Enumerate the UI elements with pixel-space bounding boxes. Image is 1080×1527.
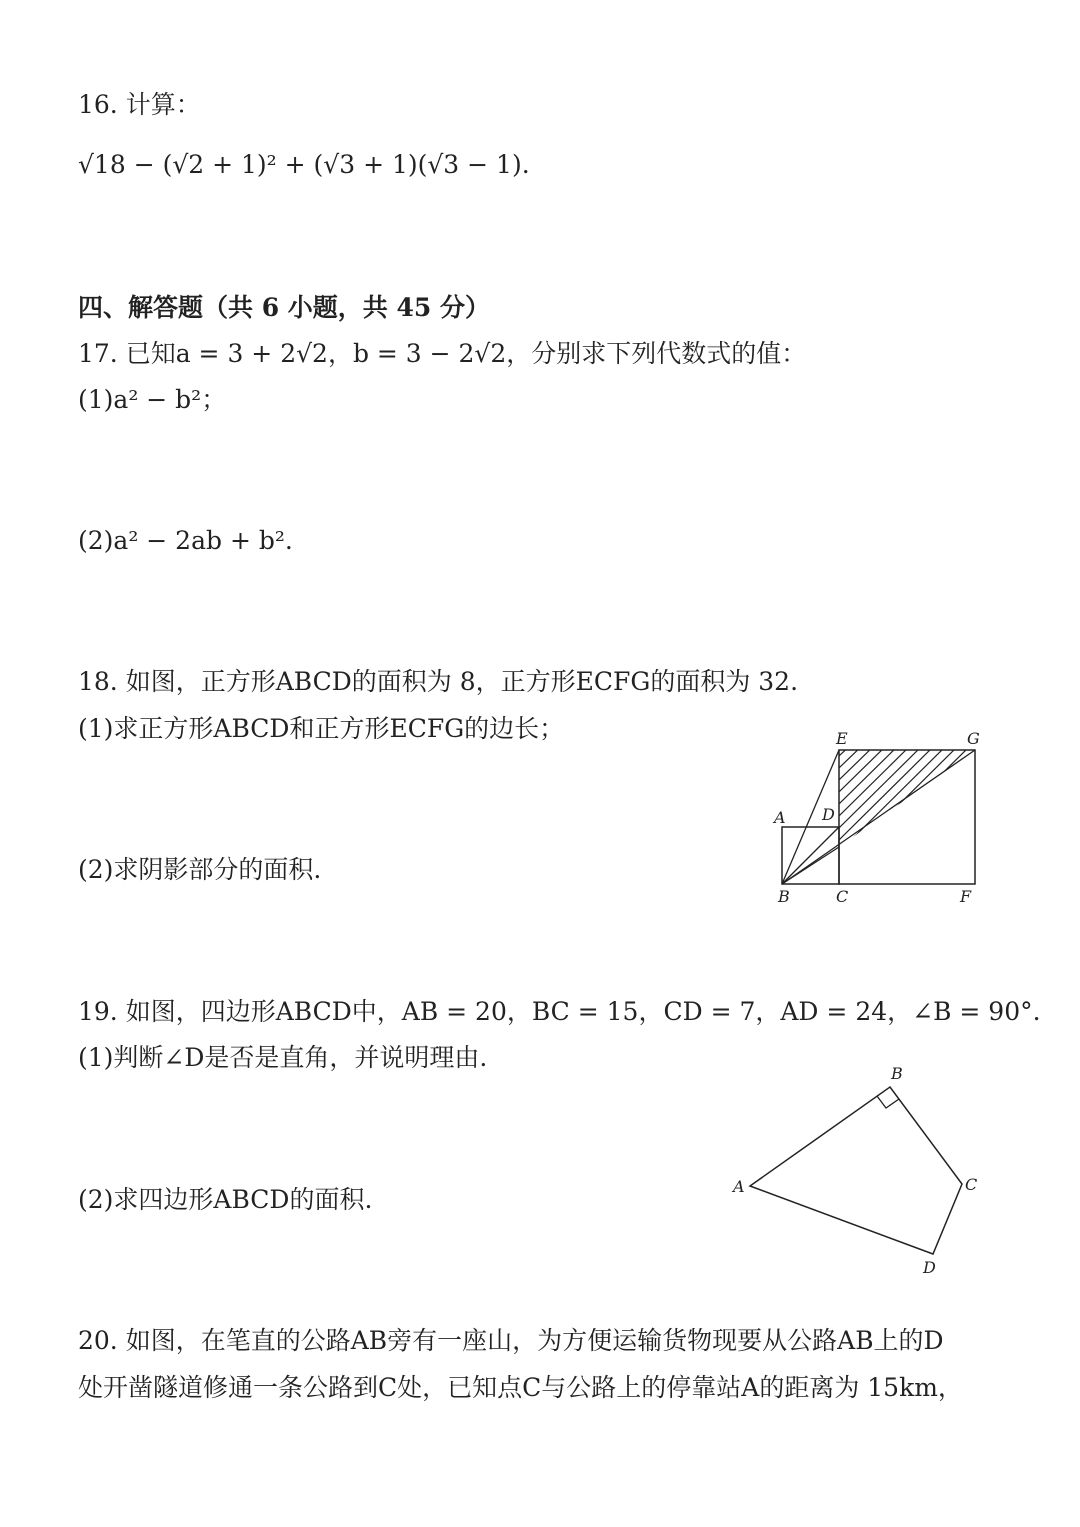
q18-part2: (2)求阴影部分的面积. — [78, 855, 322, 884]
section-heading: 四、解答题（共 6 小题，共 45 分） — [78, 293, 491, 322]
quadrilateral-abcd — [750, 1087, 962, 1254]
q18-part1: (1)求正方形ABCD和正方形ECFG的边长； — [78, 714, 565, 743]
q20-line2: 处开凿隧道修通一条公路到C处，已知点C与公路上的停靠站A的距离为 15km， — [78, 1373, 963, 1402]
label-b: B — [778, 887, 790, 906]
q19-part1: (1)判断∠D是否是直角，并说明理由. — [78, 1043, 488, 1072]
label-f: F — [960, 887, 972, 906]
q18-stem: 18. 如图，正方形ABCD的面积为 8，正方形ECFG的面积为 32. — [78, 667, 799, 696]
q16-title: 16. 计算： — [78, 90, 201, 119]
label-d: D — [923, 1258, 936, 1277]
label-d: D — [822, 805, 835, 824]
q18-figure — [760, 720, 1000, 915]
q19-part2: (2)求四边形ABCD的面积. — [78, 1185, 373, 1214]
q19-figure — [725, 1060, 985, 1285]
q17-stem: 17. 已知a = 3 + 2√2，b = 3 − 2√2，分别求下列代数式的值： — [78, 339, 807, 368]
q17-part1: (1)a² − b²； — [78, 385, 227, 414]
label-a: A — [733, 1177, 745, 1196]
square-ecfg — [839, 750, 975, 884]
label-c: C — [836, 887, 849, 906]
q19-stem: 19. 如图，四边形ABCD中，AB = 20，BC = 15，CD = 7，AD = 24，∠B = 90°. — [78, 997, 1041, 1026]
right-angle-marker — [877, 1096, 899, 1108]
label-c: C — [965, 1175, 978, 1194]
label-b: B — [891, 1064, 903, 1083]
q16-expression: √18 − (√2 + 1)² + (√3 + 1)(√3 − 1). — [78, 150, 530, 179]
q20-line1: 20. 如图，在笔直的公路AB旁有一座山，为方便运输货物现要从公路AB上的D — [78, 1326, 944, 1355]
q17-part2: (2)a² − 2ab + b². — [78, 526, 293, 555]
label-g: G — [967, 729, 980, 748]
shaded-region — [839, 740, 976, 876]
label-a: A — [774, 808, 786, 827]
label-e: E — [836, 729, 848, 748]
